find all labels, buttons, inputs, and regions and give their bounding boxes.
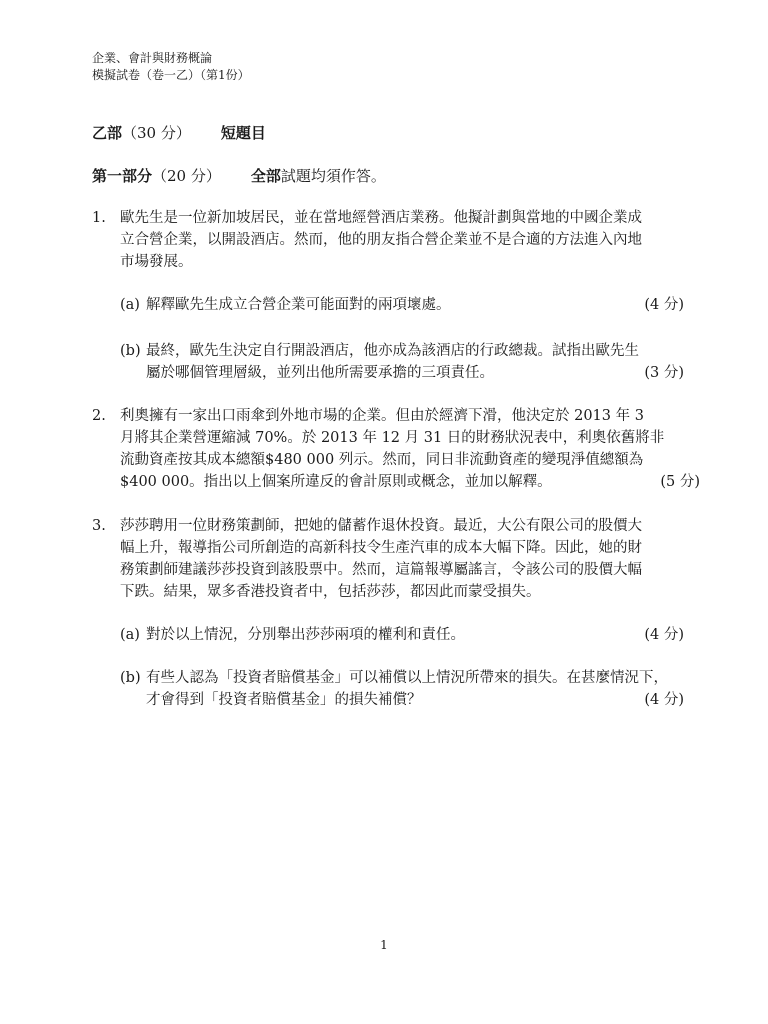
marks-label: (4 分) — [644, 297, 684, 313]
question-text-line: 莎莎聘用一位財務策劃師，把她的儲蓄作退休投資。最近，大公有限公司的股價大 — [120, 518, 642, 534]
question-1a — [120, 294, 684, 316]
document-header — [92, 50, 250, 84]
question-text-line: 幅上升，報導指公司所創造的高新科技令生產汽車的成本大幅下降。因此，她的財 — [120, 540, 642, 556]
subquestion-last-line — [146, 362, 680, 384]
part-marks: （20 分） — [152, 167, 221, 185]
section-title: 乙部 — [92, 124, 123, 142]
question-text-line: $400 000。指出以上個案所違反的會計原則或概念，並加以解釋。 — [120, 474, 552, 490]
subquestion-text-line: 對於以上情況，分別舉出莎莎兩項的權利和責任。 — [146, 627, 465, 643]
paper-title: 模擬試卷（卷一乙）（第1份） — [92, 68, 250, 82]
question-3 — [92, 515, 692, 603]
question-text-line: 下跌。結果，眾多香港投資者中，包括莎莎，都因此而蒙受損失。 — [120, 584, 541, 600]
page-number: 1 — [380, 938, 388, 952]
question-text-line: 利奧擁有一家出口雨傘到外地市場的企業。但由於經濟下滑，他決定於 2013 年 3 — [120, 408, 644, 424]
question-1 — [92, 207, 692, 273]
subquestion-text-line: 解釋歐先生成立合營企業可能面對的兩項壞處。 — [146, 297, 451, 313]
section-heading — [92, 122, 266, 143]
question-text-line: 務策劃師建議莎莎投資到該股票中。然而，這篇報導屬謠言，令該公司的股價大幅 — [120, 562, 642, 578]
subquestion-text-line: 才會得到「投資者賠償基金」的損失補償？ — [146, 692, 422, 708]
instruction-text: 試題均須作答。 — [280, 167, 386, 185]
question-1b — [120, 340, 684, 384]
question-3b — [120, 667, 684, 711]
question-2 — [92, 405, 700, 493]
subquestion-text-line: 最終，歐先生決定自行開設酒店，他亦成為該酒店的行政總裁。試指出歐先生 — [146, 343, 639, 359]
subquestion-label: (b) — [120, 670, 141, 686]
question-text-line: 月將其企業營運縮減 70%。於 2013 年 12 月 31 日的財務狀況表中，利奧依舊將非 — [120, 430, 665, 446]
question-3a — [120, 624, 684, 646]
subject-title: 企業、會計與財務概論 — [92, 51, 213, 65]
subquestion-label: (a) — [120, 297, 140, 313]
section-marks: （30 分） — [122, 124, 191, 142]
marks-label: (5 分) — [660, 474, 700, 490]
marks-label: (4 分) — [644, 692, 684, 708]
question-number: 1. — [92, 210, 106, 226]
part-heading — [92, 165, 386, 186]
subquestion-text-line: 有些人認為「投資者賠償基金」可以補償以上情況所帶來的損失。在甚麼情況下， — [146, 670, 668, 686]
marks-label: (3 分) — [644, 365, 684, 381]
subquestion-label: (a) — [120, 627, 140, 643]
question-number: 2. — [92, 408, 106, 424]
section-subtitle: 短題目 — [220, 124, 266, 142]
question-number: 3. — [92, 518, 106, 534]
question-text-line: 歐先生是一位新加坡居民，並在當地經營酒店業務。他擬計劃與當地的中國企業成 — [120, 210, 642, 226]
question-text-line: 市場發展。 — [120, 254, 193, 270]
instruction-bold: 全部 — [250, 167, 281, 185]
marks-label: (4 分) — [644, 627, 684, 643]
subquestion-text-line: 屬於哪個管理層級，並列出他所需要承擔的三項責任。 — [146, 365, 494, 381]
part-title: 第一部分 — [92, 167, 153, 185]
question-text-line: 流動資產按其成本總額$480 000 列示。然而，同日非流動資產的變現淨值總額為 — [120, 452, 644, 468]
subquestion-label: (b) — [120, 343, 141, 359]
question-text-line: 立合營企業，以開設酒店。然而，他的朋友指合營企業並不是合適的方法進入內地 — [120, 232, 642, 248]
